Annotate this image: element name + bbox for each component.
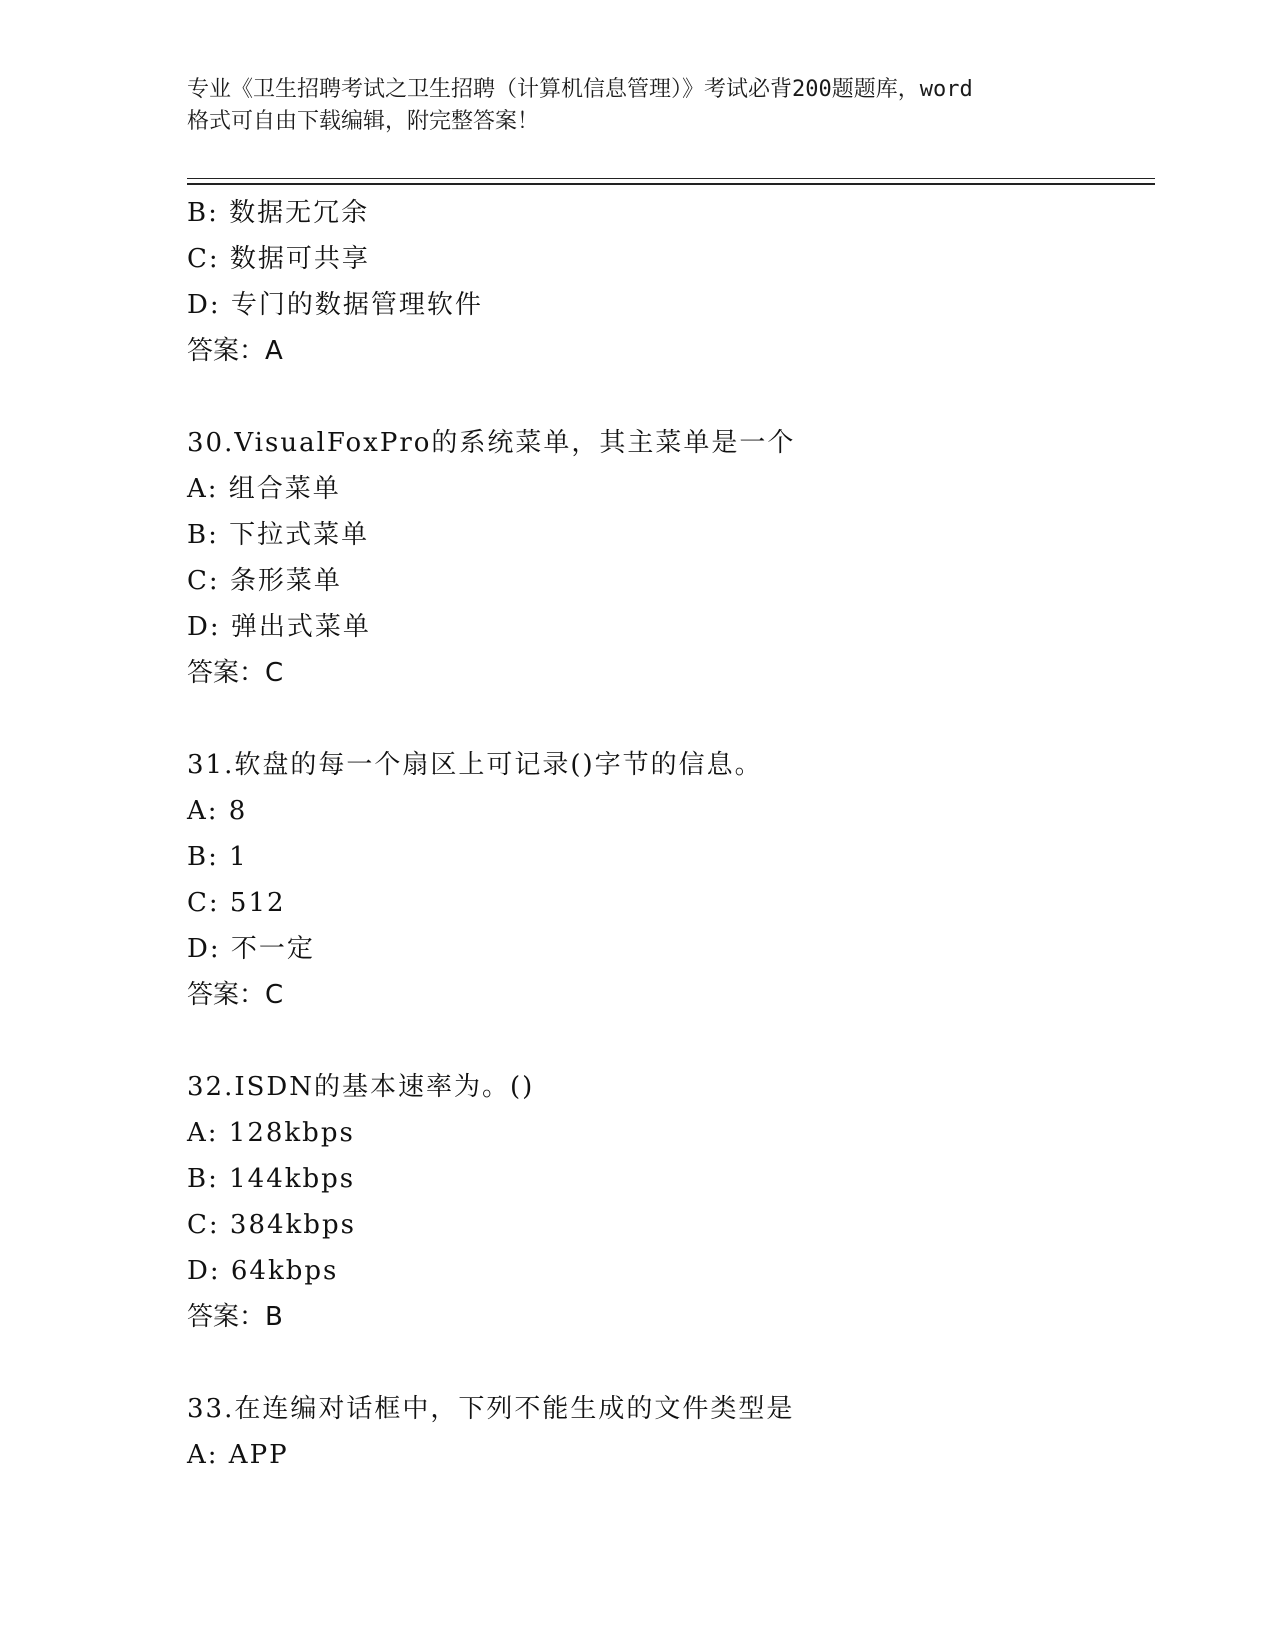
spacer bbox=[187, 1018, 1155, 1064]
question-list bbox=[187, 190, 1155, 1478]
option-c: C: 384kbps bbox=[187, 1210, 356, 1240]
header-line-2: 格式可自由下载编辑，附完整答案！ bbox=[187, 109, 540, 134]
option-d: D: 不一定 bbox=[187, 934, 315, 964]
question-text: 31.软盘的每一个扇区上可记录()字节的信息。 bbox=[187, 750, 763, 780]
question-text: 32.ISDN的基本速率为。() bbox=[187, 1072, 535, 1102]
question-29-tail bbox=[187, 190, 1155, 374]
answer-line: 答案：B bbox=[187, 1302, 283, 1332]
question-31 bbox=[187, 742, 1155, 1018]
option-d: D: 专门的数据管理软件 bbox=[187, 290, 483, 320]
spacer bbox=[187, 374, 1155, 420]
option-b: B: 数据无冗余 bbox=[187, 198, 370, 228]
option-b: B: 144kbps bbox=[187, 1164, 356, 1194]
answer-line: 答案：C bbox=[187, 980, 284, 1010]
option-d: D: 弹出式菜单 bbox=[187, 612, 371, 642]
option-a: A: APP bbox=[187, 1440, 289, 1470]
question-text: 33.在连编对话框中，下列不能生成的文件类型是 bbox=[187, 1394, 795, 1424]
question-32 bbox=[187, 1064, 1155, 1340]
spacer bbox=[187, 696, 1155, 742]
option-d: D: 64kbps bbox=[187, 1256, 339, 1286]
header-line-1: 专业《卫生招聘考试之卫生招聘（计算机信息管理）》考试必背200题题库，word bbox=[187, 77, 973, 102]
option-b: B: 下拉式菜单 bbox=[187, 520, 370, 550]
option-a: A: 128kbps bbox=[187, 1118, 355, 1148]
option-c: C: 512 bbox=[187, 888, 286, 918]
page-header bbox=[187, 74, 1087, 138]
question-33 bbox=[187, 1386, 1155, 1478]
answer-line: 答案：A bbox=[187, 336, 283, 366]
option-a: A: 8 bbox=[187, 796, 248, 826]
spacer bbox=[187, 1340, 1155, 1386]
option-a: A: 组合菜单 bbox=[187, 474, 341, 504]
question-30 bbox=[187, 420, 1155, 696]
question-text: 30.VisualFoxPro的系统菜单，其主菜单是一个 bbox=[187, 428, 796, 458]
header-divider bbox=[187, 178, 1155, 185]
option-b: B: 1 bbox=[187, 842, 248, 872]
option-c: C: 条形菜单 bbox=[187, 566, 342, 596]
answer-line: 答案：C bbox=[187, 658, 284, 688]
option-c: C: 数据可共享 bbox=[187, 244, 370, 274]
